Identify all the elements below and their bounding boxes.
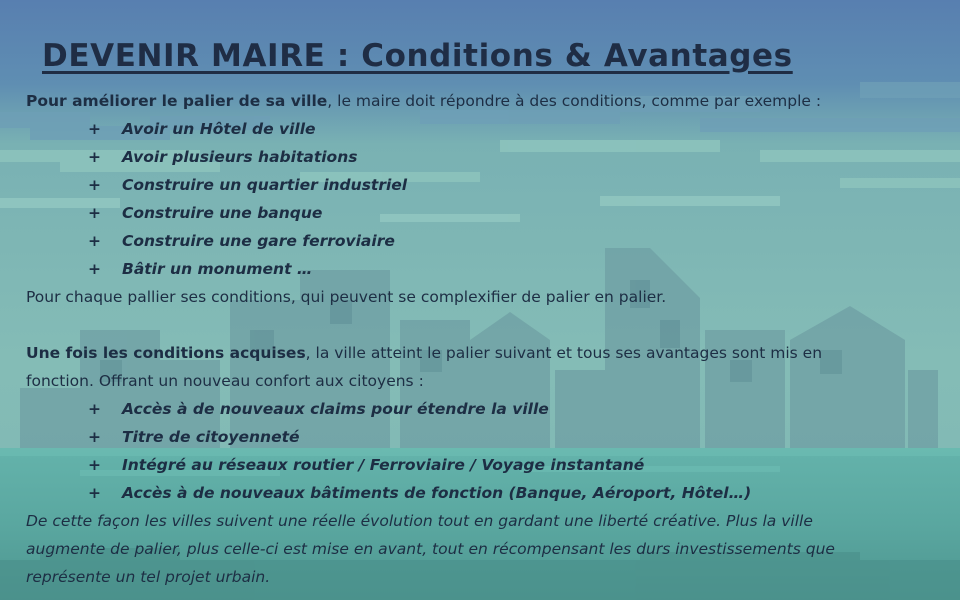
benefits-intro-line2: fonction. Offrant un nouveau confort aux citoyens : [26, 372, 424, 390]
bullet-plus-icon: + [88, 260, 101, 278]
conclusion-line: augmente de palier, plus celle-ci est mise en avant, tout en récompensant les durs investissements que [26, 540, 835, 558]
condition-text: Construire une gare ferroviaire [122, 232, 395, 250]
intro-paragraph [26, 87, 821, 115]
benefit-text: Accès à de nouveaux bâtiments de fonction (Banque, Aéroport, Hôtel…) [122, 484, 752, 502]
benefit-item [88, 395, 549, 423]
benefit-item [88, 479, 751, 507]
bullet-plus-icon: + [88, 120, 101, 138]
condition-item [88, 227, 395, 255]
bullet-plus-icon: + [88, 148, 101, 166]
condition-item [88, 143, 357, 171]
page-title: DEVENIR MAIRE : Conditions & Avantages [42, 38, 793, 74]
benefits-intro-line1 [26, 339, 822, 367]
condition-text: Construire une banque [122, 204, 323, 222]
condition-text: Avoir plusieurs habitations [122, 148, 358, 166]
conditions-note: Pour chaque pallier ses conditions, qui peuvent se complexifier de palier en palier. [26, 288, 667, 306]
benefits-intro-bold: Une fois les conditions acquises [26, 344, 306, 362]
bullet-plus-icon: + [88, 428, 101, 446]
benefit-text: Titre de citoyenneté [122, 428, 300, 446]
bullet-plus-icon: + [88, 232, 101, 250]
benefit-item [88, 423, 300, 451]
condition-text: Bâtir un monument … [122, 260, 313, 278]
bullet-plus-icon: + [88, 176, 101, 194]
bullet-plus-icon: + [88, 204, 101, 222]
condition-text: Construire un quartier industriel [122, 176, 408, 194]
conclusion-line: De cette façon les villes suivent une réelle évolution tout en gardant une liberté créative. Plus la ville [26, 512, 813, 530]
condition-item [88, 199, 322, 227]
benefit-text: Intégré au réseaux routier / Ferroviaire / Voyage instantané [122, 456, 645, 474]
bullet-plus-icon: + [88, 484, 101, 502]
conclusion-line: représente un tel projet urbain. [26, 568, 271, 586]
intro-rest: , le maire doit répondre à des conditions, comme par exemple : [327, 92, 822, 110]
condition-item [88, 171, 407, 199]
intro-bold: Pour améliorer le palier de sa ville [26, 92, 328, 110]
bullet-plus-icon: + [88, 400, 101, 418]
condition-text: Avoir un Hôtel de ville [122, 120, 316, 138]
bullet-plus-icon: + [88, 456, 101, 474]
condition-item [88, 255, 312, 283]
benefit-text: Accès à de nouveaux claims pour étendre la ville [122, 400, 549, 418]
condition-item [88, 115, 316, 143]
benefits-intro-rest: , la ville atteint le palier suivant et tous ses avantages sont mis en [305, 344, 823, 362]
benefit-item [88, 451, 644, 479]
